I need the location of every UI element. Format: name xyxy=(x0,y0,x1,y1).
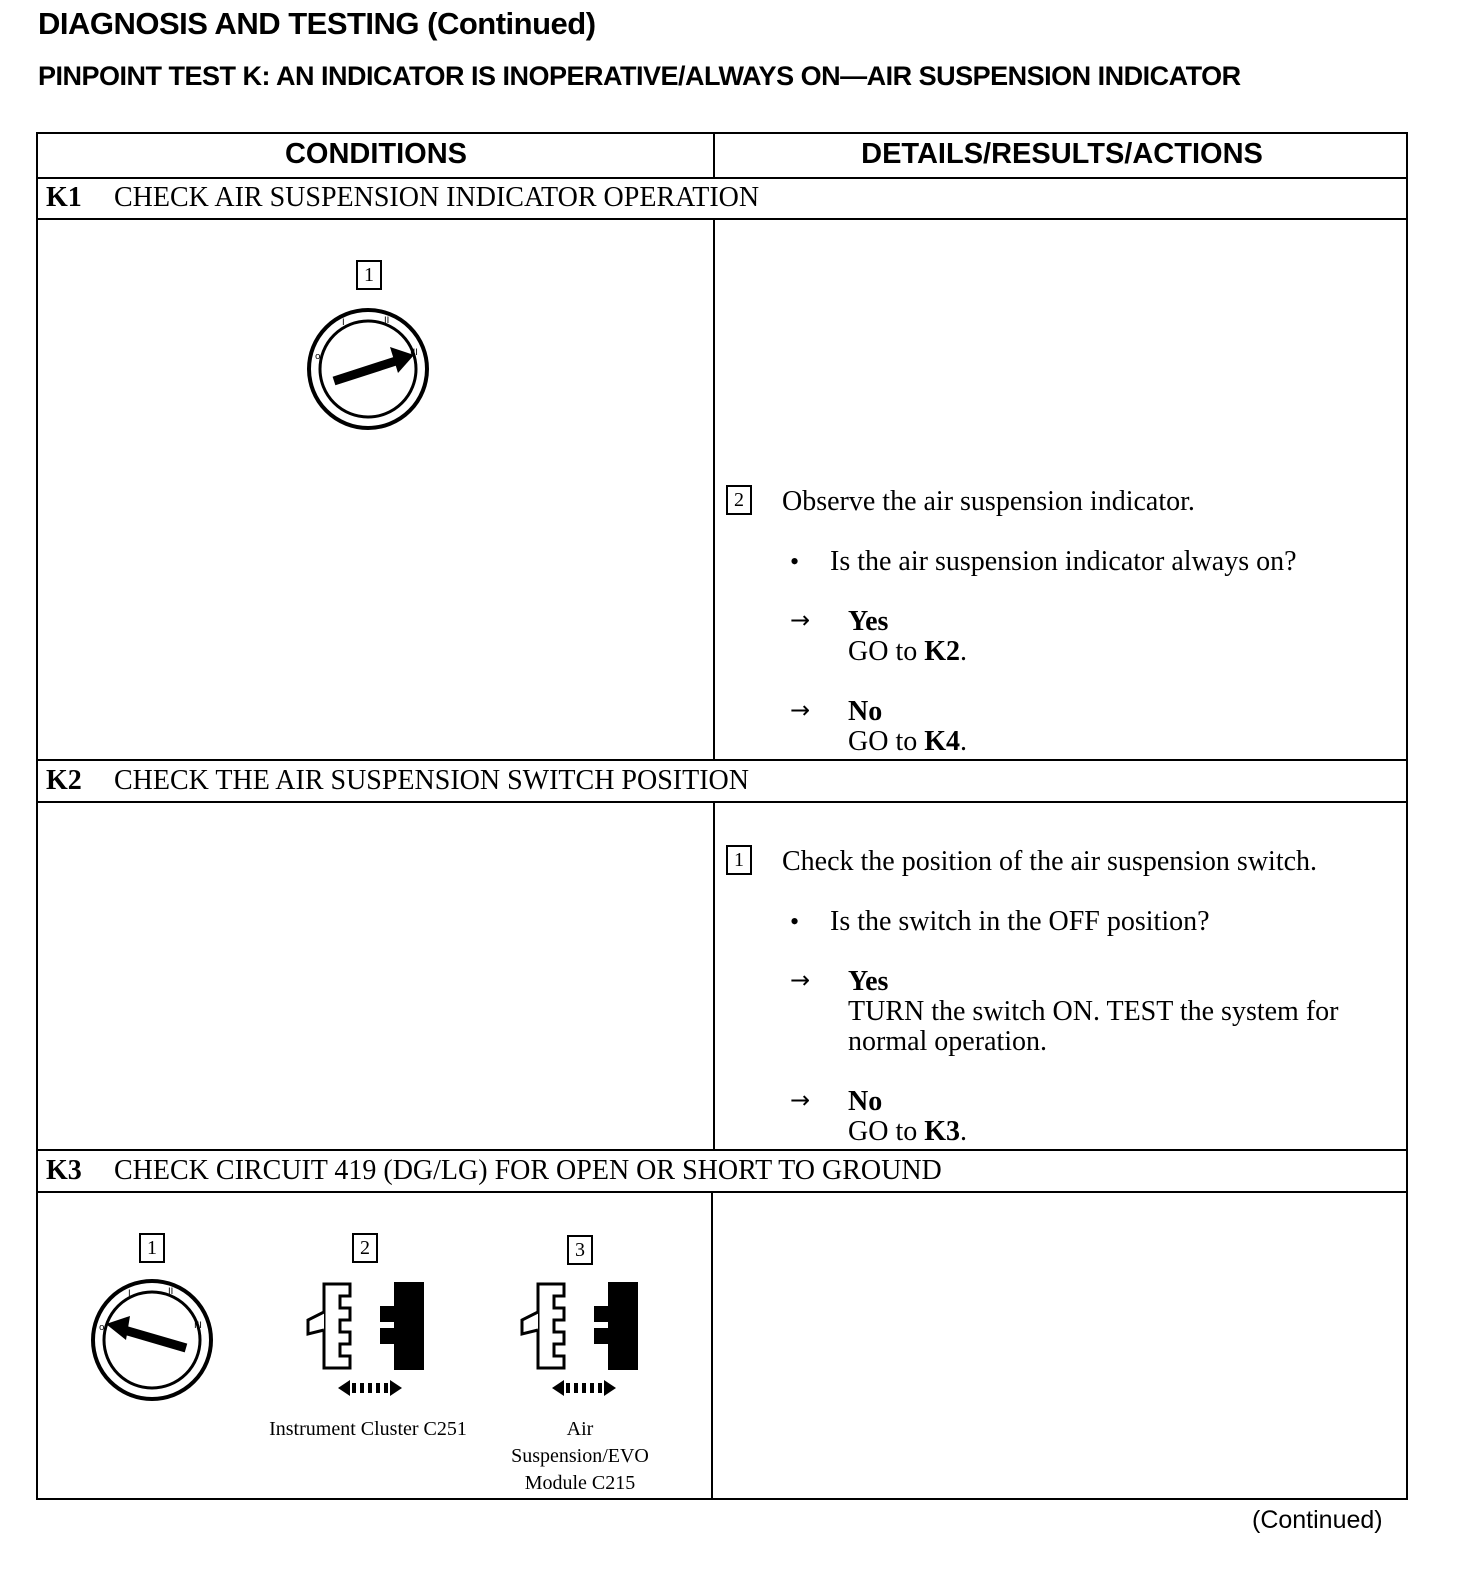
result-action: GO to K3. xyxy=(848,1116,968,1147)
bullet-icon: • xyxy=(790,907,800,936)
step-k2-title: K2 CHECK THE AIR SUSPENSION SWITCH POSITION xyxy=(46,765,749,796)
arrow-right-icon: → xyxy=(790,1086,811,1114)
bullet-icon: • xyxy=(790,547,800,576)
arrow-right-icon: → xyxy=(790,606,811,634)
divider xyxy=(38,801,1406,803)
pinpoint-test-table xyxy=(36,132,1408,1500)
continued-footer: (Continued) xyxy=(1252,1506,1383,1534)
arrow-right-icon: → xyxy=(790,966,811,994)
column-divider xyxy=(713,218,715,759)
connector-caption: Instrument Cluster C251 xyxy=(269,1418,467,1440)
column-divider xyxy=(713,801,715,1149)
divider xyxy=(38,1149,1406,1151)
svg-text:I: I xyxy=(128,1289,131,1299)
condition-number: 2 xyxy=(352,1233,378,1263)
test-title: PINPOINT TEST K: AN INDICATOR IS INOPERATIVE/ALWAYS ON—AIR SUSPENSION INDICATOR xyxy=(38,61,1241,91)
svg-text:o: o xyxy=(315,352,321,362)
svg-text:o: o xyxy=(99,1323,105,1333)
column-divider xyxy=(713,134,715,177)
svg-text:III: III xyxy=(410,348,418,358)
answer-no: No xyxy=(848,696,883,727)
connector-disconnect-icon xyxy=(302,1278,432,1408)
result-action: GO to K2. xyxy=(848,636,968,667)
divider xyxy=(38,218,1406,220)
ignition-switch-off-icon xyxy=(90,1278,214,1402)
divider xyxy=(38,1191,1406,1193)
condition-number: 1 xyxy=(139,1233,165,1263)
answer-yes: Yes xyxy=(848,966,889,997)
condition-number: 3 xyxy=(567,1235,593,1265)
step-k1-title: K1 CHECK AIR SUSPENSION INDICATOR OPERATION xyxy=(46,182,760,213)
action-number: 2 xyxy=(726,485,752,515)
conditions-header: CONDITIONS xyxy=(284,138,468,170)
question-text: Is the switch in the OFF position? xyxy=(830,906,1210,937)
page-title: DIAGNOSIS AND TESTING (Continued) xyxy=(38,6,596,41)
step-k3-title: K3 CHECK CIRCUIT 419 (DG/LG) FOR OPEN OR SHORT TO GROUND xyxy=(46,1155,942,1186)
answer-no: No xyxy=(848,1086,883,1117)
action-text: Check the position of the air suspension switch. xyxy=(782,846,1318,877)
svg-text:I: I xyxy=(342,318,345,328)
divider xyxy=(38,177,1406,179)
arrow-right-icon: → xyxy=(790,696,811,724)
details-header: DETAILS/RESULTS/ACTIONS xyxy=(861,138,1263,170)
result-action: GO to K4. xyxy=(848,726,968,757)
ignition-switch-run-icon xyxy=(306,307,430,431)
svg-text:II: II xyxy=(384,316,390,326)
connector-disconnect-icon xyxy=(516,1278,646,1408)
svg-text:III: III xyxy=(194,1321,202,1331)
action-number: 1 xyxy=(726,845,752,875)
result-action-line: normal operation. xyxy=(848,1026,1048,1057)
column-divider xyxy=(711,1191,713,1500)
svg-text:II: II xyxy=(168,1287,174,1297)
connector-caption: Air Suspension/EVO Module C215 xyxy=(511,1418,649,1494)
action-text: Observe the air suspension indicator. xyxy=(782,486,1195,517)
condition-number: 1 xyxy=(356,260,382,290)
result-action-line: TURN the switch ON. TEST the system for xyxy=(848,996,1339,1027)
question-text: Is the air suspension indicator always on? xyxy=(830,546,1297,577)
answer-yes: Yes xyxy=(848,606,889,637)
divider xyxy=(38,759,1406,761)
